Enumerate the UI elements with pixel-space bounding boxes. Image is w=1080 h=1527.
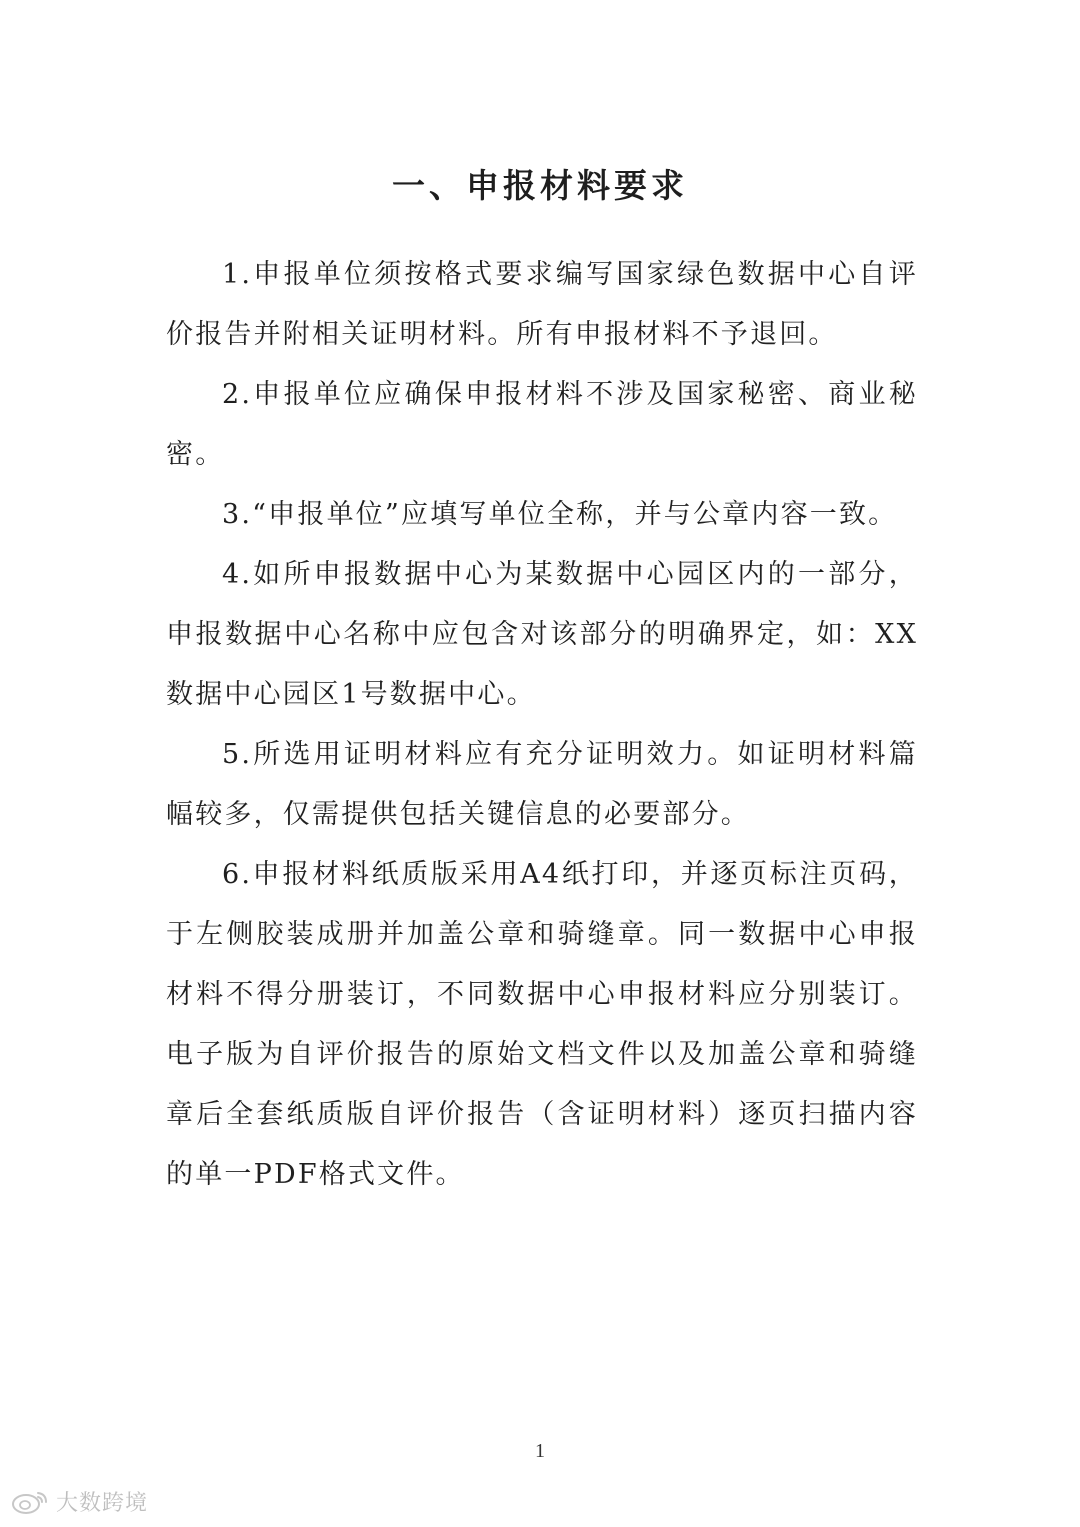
page-number: 1 (535, 1440, 545, 1462)
paragraph-6: 6.申报材料纸质版采用A4纸打印，并逐页标注页码，于左侧胶装成册并加盖公章和骑缝章。同一数据中心申报材料不得分册装订，不同数据中心申报材料应分别装订。电子版为自评价报告的原始文档文件以及加盖公章和骑缝章后全套纸质版自评价报告（含证明材料）逐页扫描内容的单一PDF格式文件。 (166, 859, 918, 1190)
weibo-logo-icon (10, 1489, 50, 1515)
paragraph-5: 5.所选用证明材料应有充分证明效力。如证明材料篇幅较多，仅需提供包括关键信息的必要部分。 (166, 739, 918, 830)
paragraph-2: 2.申报单位应确保申报材料不涉及国家秘密、商业秘密。 (166, 379, 918, 470)
watermark (10, 1486, 148, 1517)
watermark-text: 大数跨境 (56, 1491, 149, 1516)
section-title: 一、申报材料要求 (392, 166, 688, 206)
paragraph-1: 1.申报单位须按格式要求编写国家绿色数据中心自评价报告并附相关证明材料。所有申报材料不予退回。 (166, 259, 918, 350)
document-body (166, 245, 918, 1205)
paragraph-3: 3.“申报单位”应填写单位全称，并与公章内容一致。 (222, 499, 898, 530)
paragraph-4: 4.如所申报数据中心为某数据中心园区内的一部分，申报数据中心名称中应包含对该部分的明确界定，如：XX数据中心园区1号数据中心。 (166, 559, 918, 710)
